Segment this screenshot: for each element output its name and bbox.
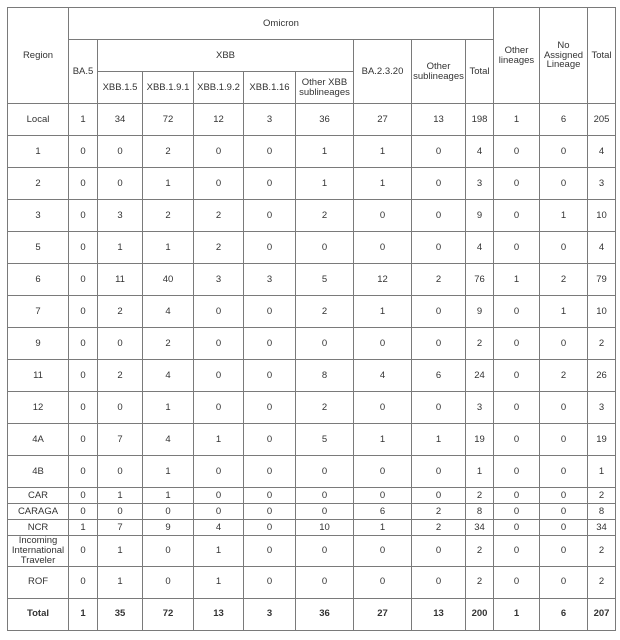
value-cell: 0 [194, 392, 244, 424]
value-cell: 0 [494, 232, 540, 264]
value-cell: 0 [494, 488, 540, 504]
value-cell: 0 [69, 392, 98, 424]
value-cell: 34 [588, 520, 616, 536]
total-value-cell: 72 [143, 598, 194, 630]
region-cell: Local [8, 104, 69, 136]
value-cell: 2 [588, 536, 616, 567]
value-cell: 2 [540, 360, 588, 392]
table-row [8, 456, 616, 488]
value-cell: 0 [540, 232, 588, 264]
value-cell: 0 [98, 328, 143, 360]
value-cell: 6 [354, 504, 412, 520]
value-cell: 2 [588, 566, 616, 598]
value-cell: 0 [540, 456, 588, 488]
value-cell: 4 [143, 424, 194, 456]
region-cell: Incoming International Traveler [8, 536, 69, 567]
value-cell: 0 [69, 264, 98, 296]
value-cell: 0 [412, 136, 466, 168]
value-cell: 0 [194, 360, 244, 392]
total-value-cell: 13 [412, 598, 466, 630]
value-cell: 0 [540, 504, 588, 520]
value-cell: 0 [412, 488, 466, 504]
value-cell: 0 [412, 566, 466, 598]
value-cell: 0 [412, 456, 466, 488]
value-cell: 34 [98, 104, 143, 136]
value-cell: 0 [494, 200, 540, 232]
total-value-cell: 200 [466, 598, 494, 630]
value-cell: 0 [354, 392, 412, 424]
table-row [8, 566, 616, 598]
value-cell: 0 [296, 504, 354, 520]
value-cell: 4 [143, 296, 194, 328]
value-cell: 0 [69, 136, 98, 168]
value-cell: 0 [412, 200, 466, 232]
value-cell: 0 [296, 488, 354, 504]
value-cell: 26 [588, 360, 616, 392]
value-cell: 1 [69, 104, 98, 136]
value-cell: 0 [494, 520, 540, 536]
header-xbb-1-9-1: XBB.1.9.1 [143, 72, 194, 104]
value-cell: 0 [69, 200, 98, 232]
value-cell: 0 [296, 536, 354, 567]
value-cell: 205 [588, 104, 616, 136]
value-cell: 0 [540, 168, 588, 200]
value-cell: 0 [244, 566, 296, 598]
value-cell: 0 [143, 536, 194, 567]
value-cell: 0 [143, 504, 194, 520]
value-cell: 1 [354, 520, 412, 536]
value-cell: 0 [494, 168, 540, 200]
value-cell: 0 [69, 456, 98, 488]
table-row [8, 392, 616, 424]
value-cell: 1 [98, 488, 143, 504]
value-cell: 2 [296, 392, 354, 424]
value-cell: 0 [296, 328, 354, 360]
value-cell: 1 [494, 264, 540, 296]
header-xbb: XBB [98, 40, 354, 72]
value-cell: 0 [412, 536, 466, 567]
omicron-region-table [7, 7, 616, 631]
region-cell: 1 [8, 136, 69, 168]
value-cell: 0 [244, 520, 296, 536]
value-cell: 2 [412, 520, 466, 536]
value-cell: 0 [540, 136, 588, 168]
value-cell: 1 [143, 392, 194, 424]
value-cell: 1 [98, 232, 143, 264]
header-other-lineages: Other lineages [494, 8, 540, 104]
value-cell: 1 [98, 536, 143, 567]
value-cell: 1 [98, 566, 143, 598]
value-cell: 6 [412, 360, 466, 392]
value-cell: 2 [143, 200, 194, 232]
value-cell: 4 [588, 232, 616, 264]
table-row [8, 360, 616, 392]
region-cell: 2 [8, 168, 69, 200]
value-cell: 1 [412, 424, 466, 456]
value-cell: 0 [412, 232, 466, 264]
total-value-cell: 36 [296, 598, 354, 630]
value-cell: 2 [98, 360, 143, 392]
header-no-assigned-lineage: No Assigned Lineage [540, 8, 588, 104]
value-cell: 1 [354, 296, 412, 328]
value-cell: 1 [466, 456, 494, 488]
header-region: Region [8, 8, 69, 104]
total-label: Total [8, 598, 69, 630]
value-cell: 72 [143, 104, 194, 136]
value-cell: 0 [494, 136, 540, 168]
value-cell: 0 [354, 232, 412, 264]
value-cell: 9 [466, 296, 494, 328]
value-cell: 198 [466, 104, 494, 136]
value-cell: 7 [98, 520, 143, 536]
value-cell: 1 [194, 424, 244, 456]
value-cell: 3 [466, 392, 494, 424]
value-cell: 1 [296, 168, 354, 200]
value-cell: 0 [194, 136, 244, 168]
value-cell: 0 [244, 536, 296, 567]
table-row [8, 200, 616, 232]
value-cell: 0 [194, 328, 244, 360]
value-cell: 12 [194, 104, 244, 136]
total-value-cell: 3 [244, 598, 296, 630]
value-cell: 0 [194, 456, 244, 488]
total-value-cell: 1 [494, 598, 540, 630]
value-cell: 0 [143, 566, 194, 598]
value-cell: 2 [540, 264, 588, 296]
value-cell: 2 [296, 200, 354, 232]
value-cell: 0 [540, 328, 588, 360]
value-cell: 4 [466, 232, 494, 264]
value-cell: 2 [194, 200, 244, 232]
value-cell: 2 [412, 504, 466, 520]
value-cell: 0 [494, 566, 540, 598]
value-cell: 2 [588, 488, 616, 504]
header-grand-total: Total [588, 8, 616, 104]
value-cell: 0 [540, 392, 588, 424]
value-cell: 3 [244, 264, 296, 296]
region-cell: 4B [8, 456, 69, 488]
value-cell: 1 [296, 136, 354, 168]
value-cell: 0 [194, 296, 244, 328]
value-cell: 2 [466, 566, 494, 598]
value-cell: 0 [69, 232, 98, 264]
value-cell: 0 [69, 566, 98, 598]
header-other-xbb-sublineages: Other XBB sublineages [296, 72, 354, 104]
value-cell: 0 [540, 566, 588, 598]
table-row [8, 296, 616, 328]
value-cell: 5 [296, 264, 354, 296]
value-cell: 4 [194, 520, 244, 536]
value-cell: 3 [244, 104, 296, 136]
value-cell: 1 [354, 424, 412, 456]
table-row [8, 136, 616, 168]
value-cell: 0 [98, 136, 143, 168]
value-cell: 0 [69, 168, 98, 200]
region-cell: 3 [8, 200, 69, 232]
value-cell: 7 [98, 424, 143, 456]
value-cell: 0 [540, 488, 588, 504]
value-cell: 1 [143, 168, 194, 200]
table-row [8, 232, 616, 264]
value-cell: 11 [98, 264, 143, 296]
value-cell: 0 [412, 328, 466, 360]
value-cell: 76 [466, 264, 494, 296]
value-cell: 2 [466, 536, 494, 567]
total-row [8, 598, 616, 630]
value-cell: 0 [194, 488, 244, 504]
value-cell: 0 [354, 536, 412, 567]
region-cell: NCR [8, 520, 69, 536]
region-cell: 7 [8, 296, 69, 328]
value-cell: 3 [466, 168, 494, 200]
value-cell: 2 [466, 328, 494, 360]
value-cell: 1 [588, 456, 616, 488]
table-row [8, 520, 616, 536]
total-value-cell: 6 [540, 598, 588, 630]
value-cell: 2 [143, 136, 194, 168]
value-cell: 0 [98, 456, 143, 488]
value-cell: 34 [466, 520, 494, 536]
value-cell: 10 [296, 520, 354, 536]
value-cell: 1 [143, 488, 194, 504]
table-row [8, 536, 616, 567]
header-xbb-1-16: XBB.1.16 [244, 72, 296, 104]
total-value-cell: 27 [354, 598, 412, 630]
value-cell: 79 [588, 264, 616, 296]
value-cell: 27 [354, 104, 412, 136]
value-cell: 5 [296, 424, 354, 456]
value-cell: 4 [143, 360, 194, 392]
table-row [8, 104, 616, 136]
header-ba5: BA.5 [69, 40, 98, 104]
value-cell: 1 [494, 104, 540, 136]
header-omicron: Omicron [69, 8, 494, 40]
value-cell: 0 [244, 168, 296, 200]
value-cell: 6 [540, 104, 588, 136]
value-cell: 0 [244, 200, 296, 232]
value-cell: 4 [466, 136, 494, 168]
value-cell: 40 [143, 264, 194, 296]
value-cell: 36 [296, 104, 354, 136]
value-cell: 13 [412, 104, 466, 136]
value-cell: 8 [466, 504, 494, 520]
value-cell: 0 [244, 232, 296, 264]
value-cell: 2 [296, 296, 354, 328]
value-cell: 0 [98, 504, 143, 520]
value-cell: 1 [143, 232, 194, 264]
table-row [8, 488, 616, 504]
region-cell: 4A [8, 424, 69, 456]
header-xbb-1-5: XBB.1.5 [98, 72, 143, 104]
value-cell: 1 [540, 296, 588, 328]
value-cell: 2 [588, 328, 616, 360]
value-cell: 0 [494, 328, 540, 360]
value-cell: 3 [588, 168, 616, 200]
value-cell: 0 [69, 296, 98, 328]
header-xbb-1-9-2: XBB.1.9.2 [194, 72, 244, 104]
header-other-sublineages: Other sublineages [412, 40, 466, 104]
total-value-cell: 1 [69, 598, 98, 630]
value-cell: 0 [494, 392, 540, 424]
region-cell: 9 [8, 328, 69, 360]
value-cell: 3 [588, 392, 616, 424]
header-ba2320: BA.2.3.20 [354, 40, 412, 104]
value-cell: 0 [494, 296, 540, 328]
value-cell: 0 [69, 536, 98, 567]
value-cell: 0 [244, 296, 296, 328]
value-cell: 0 [244, 488, 296, 504]
region-cell: 11 [8, 360, 69, 392]
value-cell: 0 [244, 424, 296, 456]
value-cell: 2 [194, 232, 244, 264]
value-cell: 0 [354, 566, 412, 598]
value-cell: 0 [194, 504, 244, 520]
table-row [8, 504, 616, 520]
value-cell: 2 [143, 328, 194, 360]
value-cell: 0 [354, 456, 412, 488]
value-cell: 0 [540, 424, 588, 456]
value-cell: 8 [588, 504, 616, 520]
value-cell: 0 [244, 328, 296, 360]
value-cell: 0 [354, 328, 412, 360]
region-cell: 12 [8, 392, 69, 424]
region-cell: 5 [8, 232, 69, 264]
value-cell: 0 [98, 392, 143, 424]
header-omicron-total: Total [466, 40, 494, 104]
table-row [8, 264, 616, 296]
table-row [8, 328, 616, 360]
value-cell: 0 [494, 536, 540, 567]
table-row [8, 168, 616, 200]
value-cell: 0 [98, 168, 143, 200]
value-cell: 0 [194, 168, 244, 200]
table-row [8, 424, 616, 456]
total-value-cell: 207 [588, 598, 616, 630]
total-value-cell: 13 [194, 598, 244, 630]
value-cell: 0 [494, 504, 540, 520]
value-cell: 2 [466, 488, 494, 504]
value-cell: 12 [354, 264, 412, 296]
value-cell: 9 [466, 200, 494, 232]
value-cell: 0 [244, 360, 296, 392]
value-cell: 0 [494, 456, 540, 488]
value-cell: 0 [354, 488, 412, 504]
value-cell: 0 [69, 424, 98, 456]
value-cell: 1 [354, 168, 412, 200]
value-cell: 0 [354, 200, 412, 232]
value-cell: 1 [194, 566, 244, 598]
value-cell: 1 [69, 520, 98, 536]
value-cell: 3 [194, 264, 244, 296]
value-cell: 2 [98, 296, 143, 328]
value-cell: 0 [296, 456, 354, 488]
value-cell: 0 [244, 136, 296, 168]
value-cell: 3 [98, 200, 143, 232]
value-cell: 19 [588, 424, 616, 456]
value-cell: 4 [354, 360, 412, 392]
value-cell: 0 [540, 520, 588, 536]
value-cell: 10 [588, 296, 616, 328]
region-cell: 6 [8, 264, 69, 296]
value-cell: 0 [244, 456, 296, 488]
value-cell: 1 [540, 200, 588, 232]
value-cell: 0 [244, 504, 296, 520]
region-cell: ROF [8, 566, 69, 598]
value-cell: 4 [588, 136, 616, 168]
region-cell: CAR [8, 488, 69, 504]
value-cell: 0 [69, 360, 98, 392]
value-cell: 0 [244, 392, 296, 424]
value-cell: 19 [466, 424, 494, 456]
value-cell: 0 [494, 424, 540, 456]
value-cell: 1 [354, 136, 412, 168]
total-value-cell: 35 [98, 598, 143, 630]
value-cell: 2 [412, 264, 466, 296]
value-cell: 0 [296, 566, 354, 598]
value-cell: 9 [143, 520, 194, 536]
value-cell: 24 [466, 360, 494, 392]
value-cell: 0 [296, 232, 354, 264]
value-cell: 0 [412, 392, 466, 424]
value-cell: 0 [69, 504, 98, 520]
value-cell: 0 [540, 536, 588, 567]
value-cell: 1 [143, 456, 194, 488]
region-cell: CARAGA [8, 504, 69, 520]
value-cell: 8 [296, 360, 354, 392]
value-cell: 10 [588, 200, 616, 232]
value-cell: 0 [412, 296, 466, 328]
value-cell: 0 [69, 488, 98, 504]
value-cell: 0 [69, 328, 98, 360]
value-cell: 0 [494, 360, 540, 392]
value-cell: 1 [194, 536, 244, 567]
value-cell: 0 [412, 168, 466, 200]
